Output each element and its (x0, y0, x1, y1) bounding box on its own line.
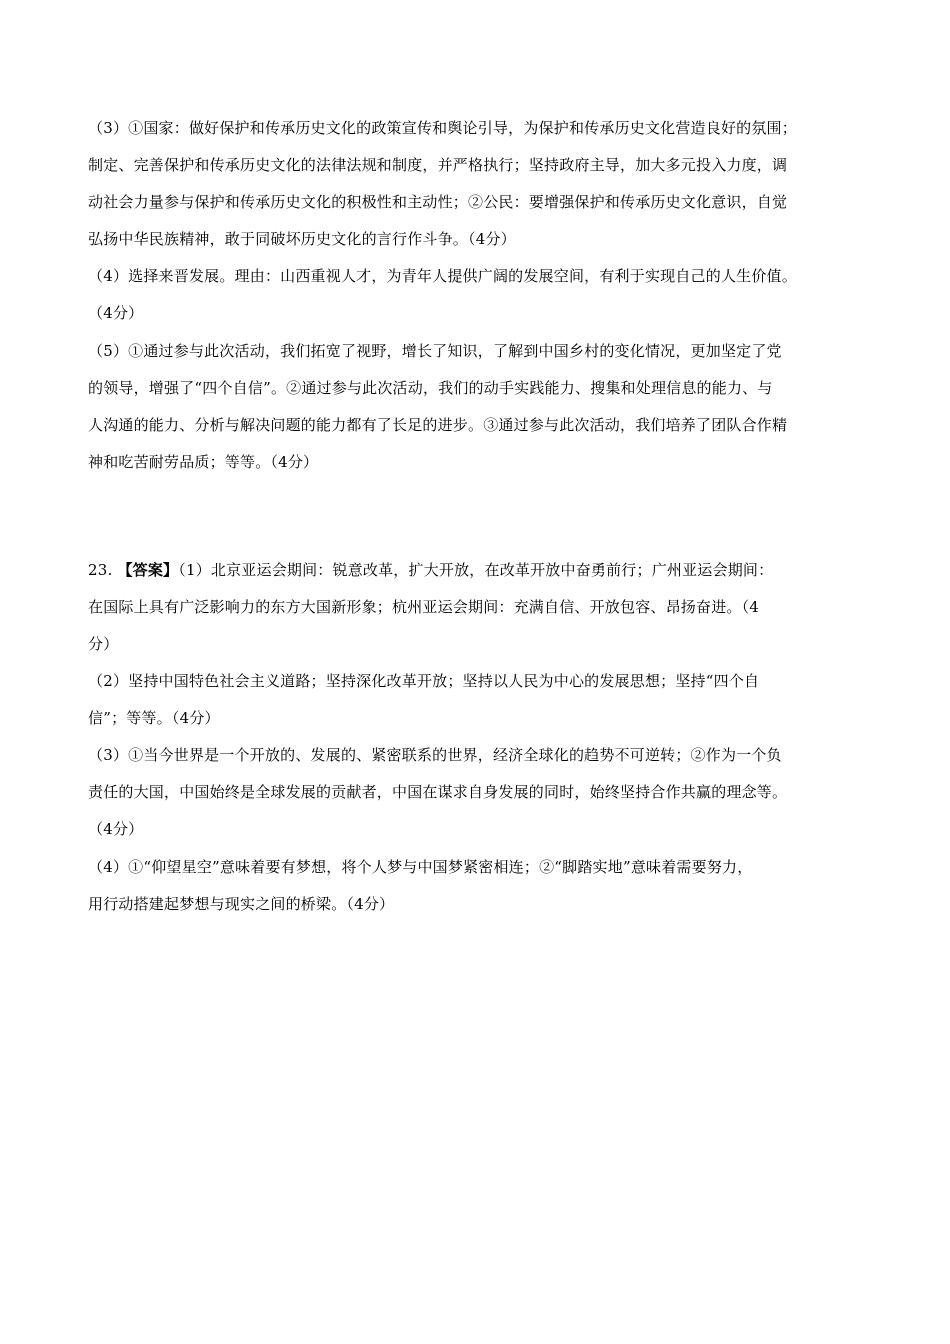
q22-3-line-1: （3）①国家：做好保护和传承历史文化的政策宣传和舆论引导，为保护和传承历史文化营造良好的氛围； (88, 119, 797, 137)
q22-3-line-2: 制定、完善保护和传承历史文化的法律法规和制度，并严格执行；坚持政府主导，加大多元投入力度，调 (88, 156, 788, 174)
q23-heading-line (88, 560, 773, 580)
q23-1-line-3: 分） (88, 635, 119, 653)
q22-4-line-1: （4）选择来晋发展。理由：山西重视人才，为青年人提供广阔的发展空间，有利于实现自己的人生价值。 (88, 267, 797, 285)
q23-1-line-2: 在国际上具有广泛影响力的东方大国新形象；杭州亚运会期间：充满自信、开放包容、昂扬奋进。（4 (88, 598, 760, 616)
q23-2-line-1: （2）坚持中国特色社会主义道路；坚持深化改革开放；坚持以人民为中心的发展思想；坚持“四个自 (88, 672, 760, 690)
q22-3-line-3: 动社会力量参与保护和传承历史文化的积极性和主动性；②公民：要增强保护和传承历史文化意识，自觉 (88, 193, 788, 211)
q23-3-line-3: （4分） (88, 820, 144, 838)
q23-4-line-2: 用行动搭建起梦想与现实之间的桥梁。（4分） (88, 895, 395, 913)
question-number: 23. (88, 561, 113, 579)
q23-3-line-2: 责任的大国，中国始终是全球发展的贡献者，中国在谋求自身发展的同时，始终坚持合作共赢的理念等。 (88, 783, 788, 801)
q22-4-line-2: （4分） (88, 304, 144, 322)
q23-1-line-1: （1）北京亚运会期间：锐意改革，扩大开放，在改革开放中奋勇前行；广州亚运会期间： (178, 561, 774, 579)
q23-4-line-1: （4）①“仰望星空”意味着要有梦想，将个人梦与中国梦紧密相连；②“脚踏实地”意味着需要努力， (88, 858, 753, 876)
answer-tag: 【答案】 (117, 561, 179, 579)
q22-5-line-3: 人沟通的能力、分析与解决问题的能力都有了长足的进步。③通过参与此次活动，我们培养了团队合作精 (88, 416, 788, 434)
q22-5-line-1: （5）①通过参与此次活动，我们拓宽了视野，增长了知识，了解到中国乡村的变化情况，更加坚定了党 (88, 342, 782, 360)
q22-3-line-4: 弘扬中华民族精神，敢于同破坏历史文化的言行作斗争。（4分） (88, 230, 516, 248)
q23-3-line-1: （3）①当今世界是一个开放的、发展的、紧密联系的世界，经济全球化的趋势不可逆转；②作为一个负 (88, 746, 782, 764)
q22-5-line-4: 神和吃苦耐劳品质；等等。（4分） (88, 453, 319, 471)
q22-5-line-2: 的领导，增强了“四个自信”。②通过参与此次活动，我们的动手实践能力、搜集和处理信息的能力、与 (88, 379, 773, 397)
q23-2-line-2: 信”；等等。（4分） (88, 709, 220, 727)
